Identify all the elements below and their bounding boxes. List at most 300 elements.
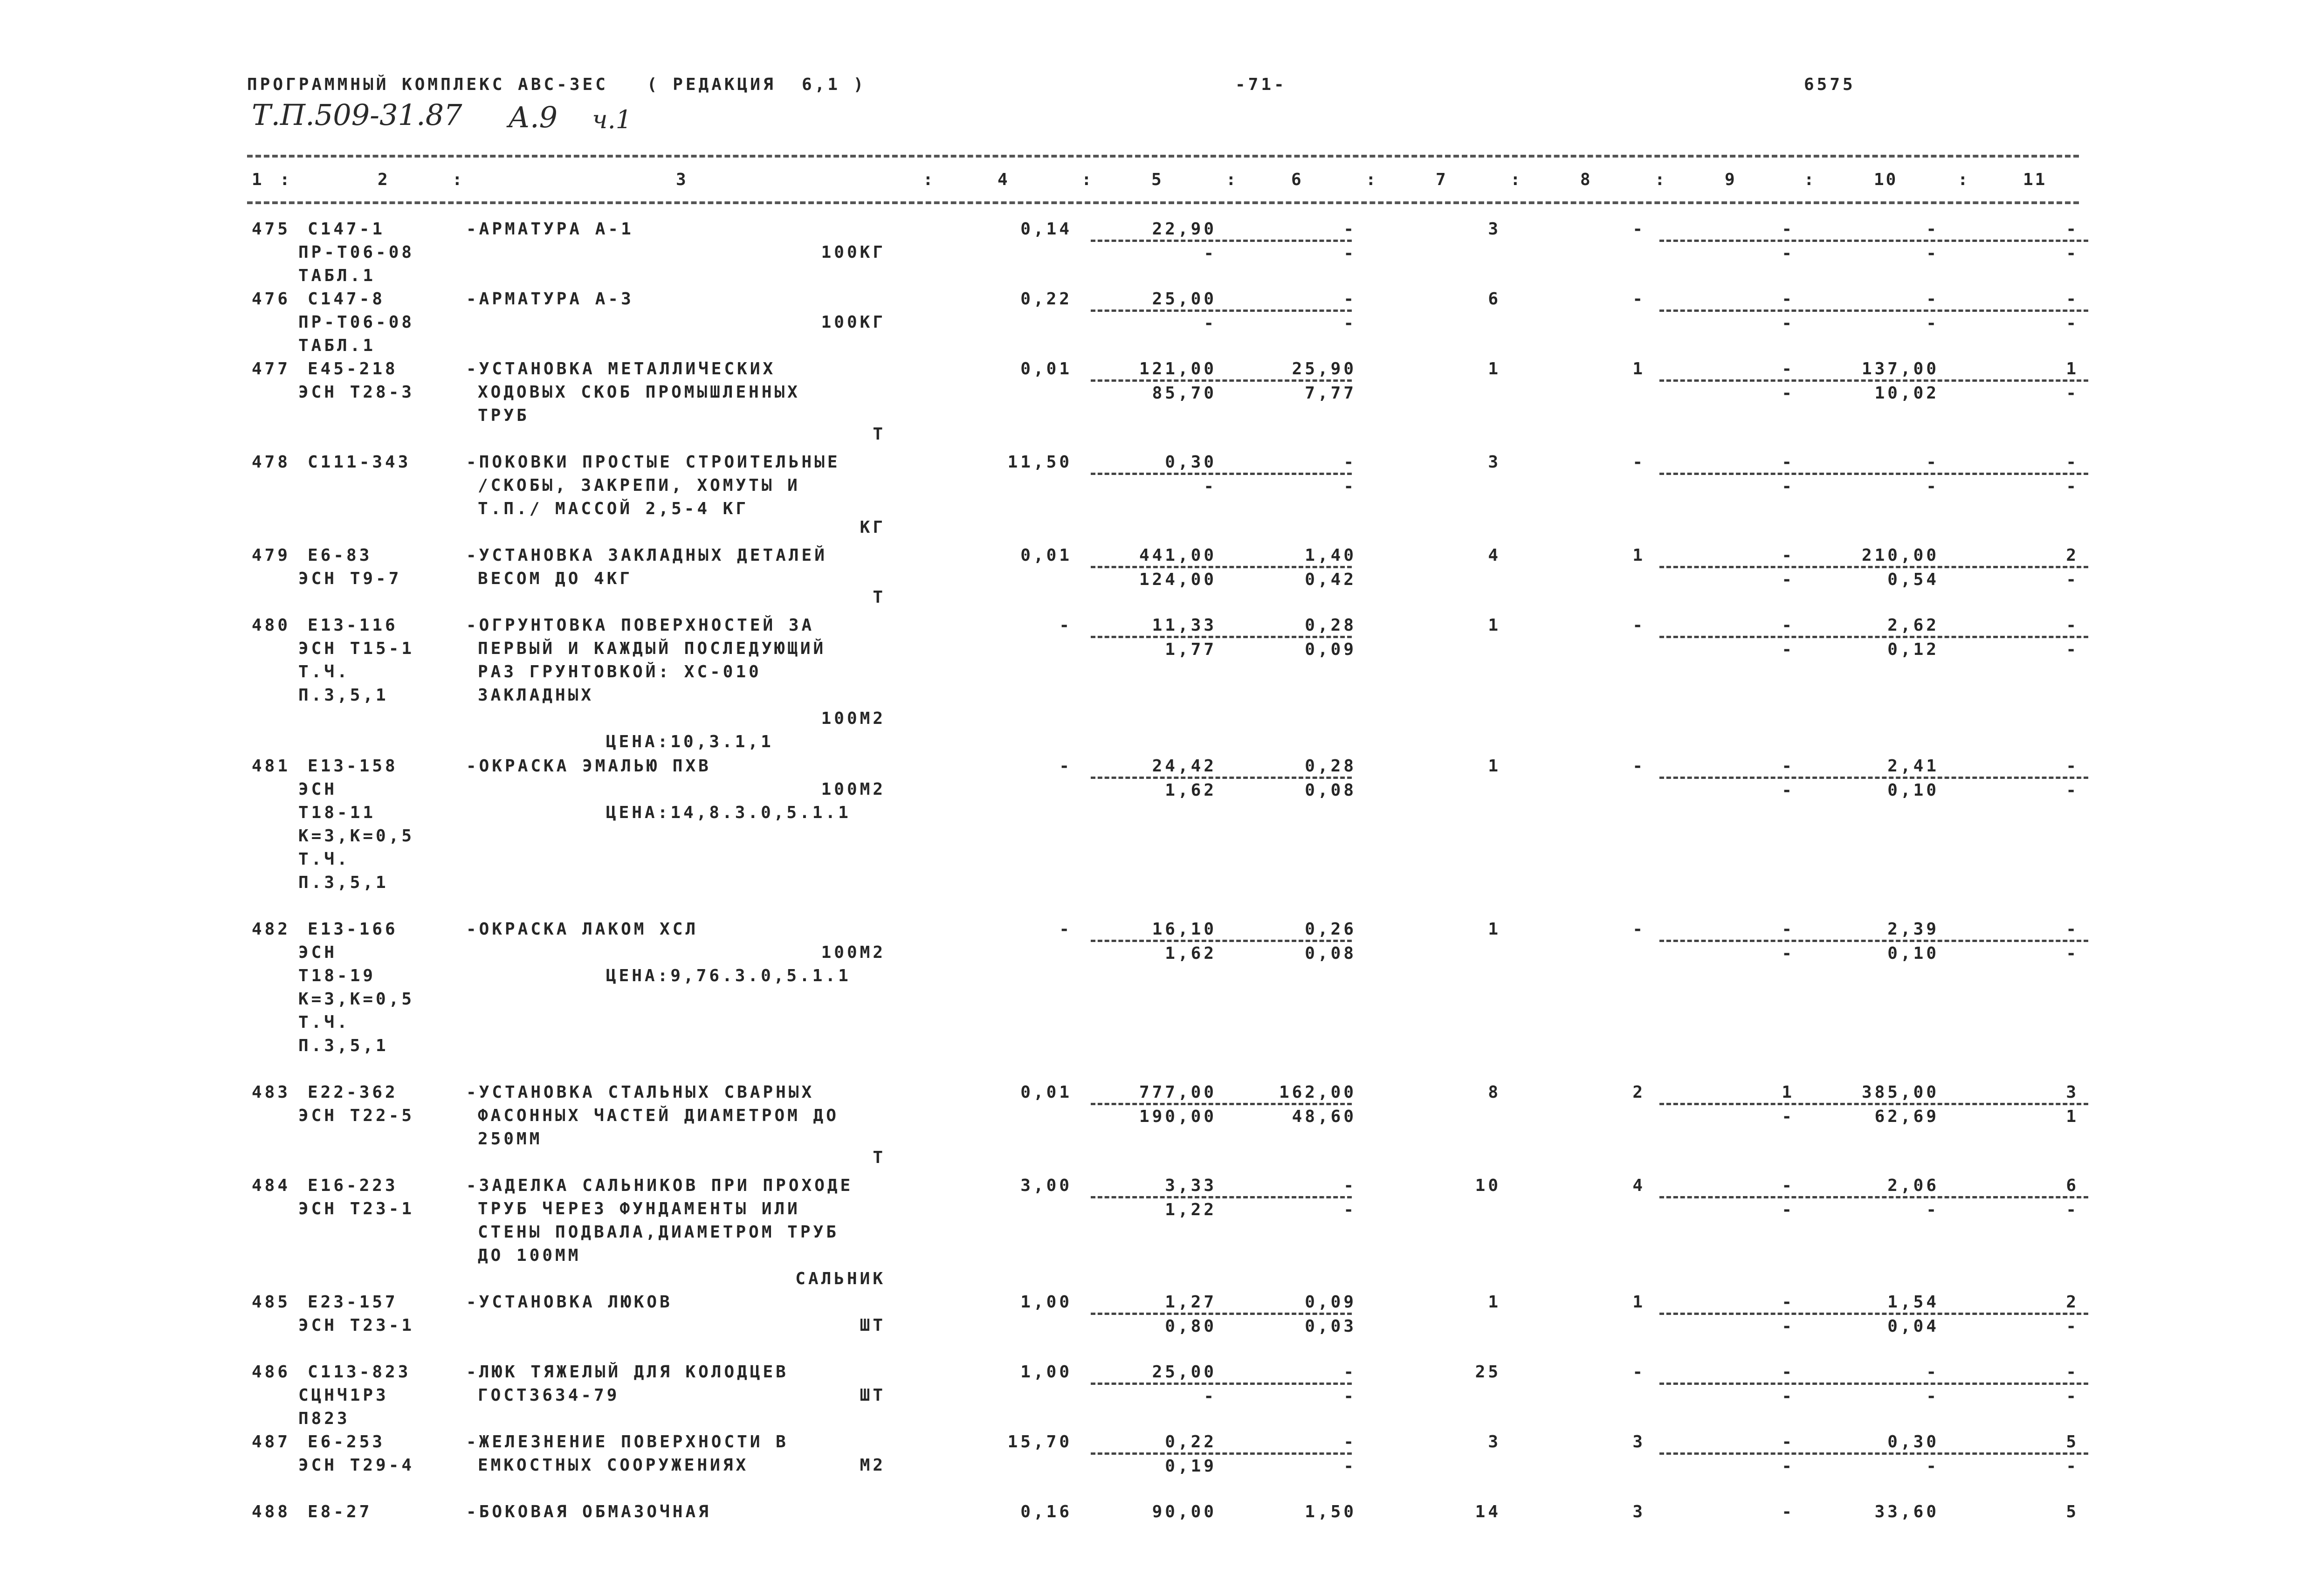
column-number-2: 2: [378, 170, 390, 189]
program-title: ПРОГРАММНЫЙ КОМПЛЕКС АВС-3ЕС ( РЕДАКЦИЯ 6,1 ): [247, 75, 867, 94]
subtotal-dash-line: [1659, 1196, 2088, 1198]
work-description-line: -АРМАТУРА А-3: [466, 289, 634, 309]
labor-value: 2,62: [1887, 616, 1939, 635]
norm-code-line: Т18-11: [298, 803, 376, 822]
work-description-line: -ЛЮК ТЯЖЕЛЫЙ ДЛЯ КОЛОДЦЕВ: [466, 1362, 789, 1382]
column-number-8: 8: [1580, 170, 1592, 189]
work-description-line: -ЖЕЛЕЗНЕНИЕ ПОВЕРХНОСТИ В: [466, 1432, 789, 1452]
labor-value: 0,30: [1887, 1432, 1939, 1452]
cost-unit-value: 1,27: [1165, 1293, 1217, 1312]
subtotal-dash-line: [1091, 1383, 1352, 1385]
wage-value: 0,80: [1165, 1317, 1217, 1336]
col9-value: -: [1782, 920, 1795, 939]
header-bottom-rule: [247, 201, 2079, 204]
column-number-5: 5: [1151, 170, 1163, 189]
total-cost-value: 1: [1488, 359, 1501, 378]
wage-value: 1,62: [1165, 781, 1217, 800]
subtotal-dash-line: [1659, 240, 2088, 242]
labor-value: -: [1926, 220, 1939, 239]
machine-wage-value: 7,77: [1305, 384, 1356, 403]
quantity-value: 0,22: [1020, 289, 1072, 309]
norm-code-line: Е6-83: [308, 546, 372, 565]
row-number: 479: [252, 546, 291, 565]
work-description-line: ЗАКЛАДНЫХ: [478, 686, 594, 705]
machine-cost-value: 162,00: [1279, 1083, 1356, 1102]
machine-total-value: 1: [1632, 546, 1645, 565]
column-number-10: 10: [1874, 170, 1898, 189]
col11-value: 1: [2066, 359, 2079, 378]
unit-of-measure: 100М2: [821, 780, 886, 799]
machine-wage-value: 0,08: [1305, 944, 1356, 963]
col9-sub-value: -: [1782, 244, 1795, 263]
quantity-value: 1,00: [1020, 1293, 1072, 1312]
column-separator: :: [923, 170, 935, 189]
cost-unit-value: 0,30: [1165, 453, 1217, 472]
machine-cost-value: 0,09: [1305, 1293, 1356, 1312]
quantity-value: 15,70: [1007, 1432, 1072, 1452]
norm-code-line: СЦНЧ1Р3: [298, 1386, 389, 1405]
quantity-value: -: [1059, 920, 1072, 939]
quantity-value: 0,16: [1020, 1502, 1072, 1521]
col11-value: 5: [2066, 1502, 2079, 1521]
norm-code-line: С113-823: [308, 1362, 411, 1382]
machine-wage-value: -: [1343, 477, 1356, 496]
cost-unit-value: 25,00: [1152, 289, 1217, 309]
machine-total-value: -: [1632, 920, 1645, 939]
total-cost-value: 14: [1475, 1502, 1501, 1521]
norm-code-line: П823: [298, 1409, 350, 1428]
unit-of-measure: Т: [873, 1148, 886, 1167]
subtotal-dash-line: [1659, 636, 2088, 638]
subtotal-dash-line: [1091, 1196, 1352, 1198]
labor-value: 1,54: [1887, 1293, 1939, 1312]
work-description-line: -ОКРАСКА ЛАКОМ ХСЛ: [466, 920, 699, 939]
row-number: 488: [252, 1502, 291, 1521]
labor-value: -: [1926, 1362, 1939, 1382]
machine-total-value: 2: [1632, 1083, 1645, 1102]
machine-total-value: -: [1632, 616, 1645, 635]
wage-value: 1,62: [1165, 944, 1217, 963]
norm-code-line: С147-8: [308, 289, 385, 309]
wage-value: 1,77: [1165, 640, 1217, 659]
col11-sub-value: -: [2066, 477, 2079, 496]
norm-code-line: К=3,К=0,5: [298, 826, 415, 846]
machine-cost-value: -: [1343, 220, 1356, 239]
col11-value: -: [2066, 920, 2079, 939]
price-note: ЦЕНА:10,3.1,1: [606, 732, 774, 751]
subtotal-dash-line: [1659, 777, 2088, 779]
machine-cost-value: 0,26: [1305, 920, 1356, 939]
subtotal-dash-line: [1659, 379, 2088, 382]
work-description-line: -ОГРУНТОВКА ПОВЕРХНОСТЕЙ ЗА: [466, 616, 815, 635]
total-cost-value: 3: [1488, 453, 1501, 472]
col9-value: -: [1782, 220, 1795, 239]
unit-of-measure: ШТ: [860, 1386, 886, 1405]
col9-sub-value: -: [1782, 1200, 1795, 1219]
subtotal-dash-line: [1091, 566, 1352, 568]
machine-wage-value: 0,09: [1305, 640, 1356, 659]
cost-unit-value: 121,00: [1139, 359, 1217, 378]
col9-sub-value: -: [1782, 640, 1795, 659]
col11-sub-value: -: [2066, 1457, 2079, 1476]
column-number-7: 7: [1436, 170, 1448, 189]
norm-code-line: Е13-116: [308, 616, 398, 635]
machine-cost-value: -: [1343, 1432, 1356, 1452]
labor-value: -: [1926, 453, 1939, 472]
labor-sub-value: -: [1926, 314, 1939, 333]
machine-total-value: -: [1632, 453, 1645, 472]
wage-value: -: [1204, 1387, 1217, 1406]
col11-value: -: [2066, 289, 2079, 309]
norm-code-line: С111-343: [308, 453, 411, 472]
subtotal-dash-line: [1091, 473, 1352, 475]
labor-value: 2,06: [1887, 1176, 1939, 1195]
col11-sub-value: -: [2066, 1387, 2079, 1406]
norm-code-line: ПР-Т06-08: [298, 243, 415, 262]
col9-value: -: [1782, 1502, 1795, 1521]
price-note: ЦЕНА:9,76.3.0,5.1.1: [606, 966, 851, 985]
col11-sub-value: -: [2066, 1200, 2079, 1219]
total-cost-value: 1: [1488, 616, 1501, 635]
cost-unit-value: 0,22: [1165, 1432, 1217, 1452]
wage-value: 124,00: [1139, 570, 1217, 589]
cost-unit-value: 90,00: [1152, 1502, 1217, 1521]
cost-unit-value: 3,33: [1165, 1176, 1217, 1195]
col11-value: 2: [2066, 1293, 2079, 1312]
quantity-value: 0,01: [1020, 1083, 1072, 1102]
row-number: 482: [252, 920, 291, 939]
subtotal-dash-line: [1091, 777, 1352, 779]
col9-value: -: [1782, 546, 1795, 565]
work-description-line: -АРМАТУРА А-1: [466, 220, 634, 239]
total-cost-value: 8: [1488, 1083, 1501, 1102]
machine-cost-value: -: [1343, 1176, 1356, 1195]
col9-sub-value: -: [1782, 1317, 1795, 1336]
norm-code-line: Т.Ч.: [298, 850, 350, 869]
row-number: 477: [252, 359, 291, 378]
machine-wage-value: 0,03: [1305, 1317, 1356, 1336]
labor-sub-value: -: [1926, 1387, 1939, 1406]
norm-code-line: П.3,5,1: [298, 1036, 389, 1055]
col11-sub-value: -: [2066, 781, 2079, 800]
subtotal-dash-line: [1091, 379, 1352, 382]
col11-sub-value: -: [2066, 1317, 2079, 1336]
labor-sub-value: 0,54: [1887, 570, 1939, 589]
unit-of-measure: КГ: [860, 518, 886, 537]
subtotal-dash-line: [1659, 1103, 2088, 1105]
total-cost-value: 10: [1475, 1176, 1501, 1195]
subtotal-dash-line: [1659, 1383, 2088, 1385]
cost-unit-value: 16,10: [1152, 920, 1217, 939]
subtotal-dash-line: [1659, 473, 2088, 475]
machine-wage-value: -: [1343, 1200, 1356, 1219]
work-description-line: -УСТАНОВКА МЕТАЛЛИЧЕСКИХ: [466, 359, 776, 378]
quantity-value: 0,14: [1020, 220, 1072, 239]
work-description-line: -ЗАДЕЛКА САЛЬНИКОВ ПРИ ПРОХОДЕ: [466, 1176, 853, 1195]
col9-sub-value: -: [1782, 314, 1795, 333]
work-description-line: ВЕСОМ ДО 4КГ: [478, 569, 633, 588]
subtotal-dash-line: [1091, 240, 1352, 242]
subtotal-dash-line: [1091, 1452, 1352, 1455]
col11-sub-value: 1: [2066, 1107, 2079, 1126]
col9-sub-value: -: [1782, 570, 1795, 589]
work-description-line: -ПОКОВКИ ПРОСТЫЕ СТРОИТЕЛЬНЫЕ: [466, 453, 840, 472]
labor-value: 2,41: [1887, 757, 1939, 776]
column-separator: :: [1655, 170, 1667, 189]
work-description-line: ПЕРВЫЙ И КАЖДЫЙ ПОСЛЕДУЮЩИЙ: [478, 639, 826, 658]
quantity-value: -: [1059, 616, 1072, 635]
machine-total-value: 4: [1632, 1176, 1645, 1195]
norm-code-line: П.3,5,1: [298, 686, 389, 705]
column-number-1: 1: [252, 170, 264, 189]
machine-cost-value: 1,50: [1305, 1502, 1356, 1521]
column-separator: :: [1226, 170, 1238, 189]
col9-sub-value: -: [1782, 384, 1795, 403]
machine-wage-value: -: [1343, 1387, 1356, 1406]
machine-cost-value: -: [1343, 1362, 1356, 1382]
labor-sub-value: 0,04: [1887, 1317, 1939, 1336]
col11-value: -: [2066, 1362, 2079, 1382]
norm-code-line: Е23-157: [308, 1293, 398, 1312]
col9-value: -: [1782, 1432, 1795, 1452]
work-description-line: ТРУБ: [478, 406, 530, 425]
total-cost-value: 4: [1488, 546, 1501, 565]
work-description-line: Т.П./ МАССОЙ 2,5-4 КГ: [478, 499, 749, 518]
col11-sub-value: -: [2066, 314, 2079, 333]
norm-code-line: Е22-362: [308, 1083, 398, 1102]
labor-value: 385,00: [1861, 1083, 1939, 1102]
machine-wage-value: -: [1343, 244, 1356, 263]
total-cost-value: 6: [1488, 289, 1501, 309]
wage-value: 1,22: [1165, 1200, 1217, 1219]
work-description-line: ДО 100ММ: [478, 1246, 581, 1265]
machine-total-value: 3: [1632, 1502, 1645, 1521]
work-description-line: ТРУБ ЧЕРЕЗ ФУНДАМЕНТЫ ИЛИ: [478, 1199, 800, 1218]
labor-value: 33,60: [1874, 1502, 1939, 1521]
labor-value: -: [1926, 289, 1939, 309]
column-number-4: 4: [998, 170, 1010, 189]
norm-code-line: Е45-218: [308, 359, 398, 378]
labor-sub-value: 0,10: [1887, 781, 1939, 800]
quantity-value: 3,00: [1020, 1176, 1072, 1195]
subtotal-dash-line: [1091, 940, 1352, 942]
quantity-value: 0,01: [1020, 546, 1072, 565]
subtotal-dash-line: [1091, 636, 1352, 638]
column-separator: :: [1081, 170, 1094, 189]
machine-wage-value: 0,08: [1305, 781, 1356, 800]
machine-wage-value: -: [1343, 1457, 1356, 1476]
work-description-line: ЕМКОСТНЫХ СООРУЖЕНИЯХ: [478, 1456, 749, 1475]
col11-value: 6: [2066, 1176, 2079, 1195]
norm-code-line: ЭСН Т23-1: [298, 1316, 415, 1335]
col11-value: 3: [2066, 1083, 2079, 1102]
norm-code-line: Е13-166: [308, 920, 398, 939]
norm-code-line: Т18-19: [298, 966, 376, 985]
norm-code-line: ЭСН Т29-4: [298, 1456, 415, 1475]
col11-sub-value: -: [2066, 570, 2079, 589]
subtotal-dash-line: [1659, 566, 2088, 568]
subtotal-dash-line: [1659, 1452, 2088, 1455]
work-description-line: -УСТАНОВКА СТАЛЬНЫХ СВАРНЫХ: [466, 1083, 815, 1102]
subtotal-dash-line: [1659, 1313, 2088, 1315]
machine-cost-value: 0,28: [1305, 616, 1356, 635]
unit-of-measure: Т: [873, 425, 886, 444]
col9-sub-value: -: [1782, 1457, 1795, 1476]
work-description-line: /СКОБЫ, ЗАКРЕПИ, ХОМУТЫ И: [478, 476, 800, 495]
total-cost-value: 1: [1488, 920, 1501, 939]
handwritten-part: ч.1: [592, 105, 632, 134]
col9-sub-value: -: [1782, 781, 1795, 800]
labor-sub-value: -: [1926, 1200, 1939, 1219]
unit-of-measure: М2: [860, 1456, 886, 1475]
row-number: 485: [252, 1293, 291, 1312]
norm-code-line: ТАБЛ.1: [298, 266, 376, 285]
labor-sub-value: -: [1926, 477, 1939, 496]
col11-sub-value: -: [2066, 244, 2079, 263]
norm-code-line: ТАБЛ.1: [298, 336, 376, 355]
unit-of-measure: Т: [873, 588, 886, 607]
machine-wage-value: -: [1343, 314, 1356, 333]
unit-of-measure: ШТ: [860, 1316, 886, 1335]
norm-code-line: ЭСН: [298, 780, 337, 799]
column-separator: :: [452, 170, 464, 189]
column-separator: :: [1510, 170, 1522, 189]
total-cost-value: 3: [1488, 1432, 1501, 1452]
quantity-value: -: [1059, 757, 1072, 776]
col11-sub-value: -: [2066, 944, 2079, 963]
document-code: 6575: [1804, 75, 1856, 94]
col9-value: -: [1782, 1362, 1795, 1382]
unit-of-measure: 100М2: [821, 943, 886, 962]
row-number: 481: [252, 757, 291, 776]
quantity-value: 0,01: [1020, 359, 1072, 378]
work-description-line: ГОСТ3634-79: [478, 1386, 620, 1405]
column-separator: :: [1958, 170, 1970, 189]
norm-code-line: Е6-253: [308, 1432, 385, 1452]
total-cost-value: 3: [1488, 220, 1501, 239]
machine-total-value: -: [1632, 757, 1645, 776]
row-number: 475: [252, 220, 291, 239]
norm-code-line: ЭСН: [298, 943, 337, 962]
work-description-line: 250ММ: [478, 1129, 543, 1149]
row-number: 476: [252, 289, 291, 309]
subtotal-dash-line: [1091, 310, 1352, 312]
norm-code-line: ЭСН Т22-5: [298, 1106, 415, 1125]
row-number: 484: [252, 1176, 291, 1195]
col9-value: -: [1782, 289, 1795, 309]
column-number-11: 11: [2023, 170, 2047, 189]
col11-sub-value: -: [2066, 640, 2079, 659]
norm-code-line: ПР-Т06-08: [298, 313, 415, 332]
labor-value: 2,39: [1887, 920, 1939, 939]
work-description-line: -ОКРАСКА ЭМАЛЬЮ ПХВ: [466, 757, 711, 776]
cost-unit-value: 24,42: [1152, 757, 1217, 776]
wage-value: 190,00: [1139, 1107, 1217, 1126]
wage-value: -: [1204, 477, 1217, 496]
machine-total-value: 3: [1632, 1432, 1645, 1452]
work-description-line: РАЗ ГРУНТОВКОЙ: ХС-010: [478, 662, 762, 681]
cost-unit-value: 25,00: [1152, 1362, 1217, 1382]
col11-value: -: [2066, 453, 2079, 472]
unit-of-measure: 100КГ: [821, 243, 886, 262]
machine-cost-value: 1,40: [1305, 546, 1356, 565]
machine-cost-value: 25,90: [1292, 359, 1356, 378]
wage-value: 85,70: [1152, 384, 1217, 403]
unit-of-measure: САЛЬНИК: [795, 1269, 886, 1288]
norm-code-line: ЭСН Т28-3: [298, 383, 415, 402]
work-description-line: -УСТАНОВКА ЗАКЛАДНЫХ ДЕТАЛЕЙ: [466, 546, 827, 565]
row-number: 480: [252, 616, 291, 635]
norm-code-line: ЭСН Т9-7: [298, 569, 402, 588]
handwritten-project-code: Т.П.509-31.87: [252, 98, 462, 132]
unit-of-measure: 100КГ: [821, 313, 886, 332]
labor-value: 210,00: [1861, 546, 1939, 565]
col9-value: -: [1782, 616, 1795, 635]
subtotal-dash-line: [1659, 940, 2088, 942]
machine-cost-value: -: [1343, 289, 1356, 309]
row-number: 486: [252, 1362, 291, 1382]
col9-value: 1: [1782, 1083, 1795, 1102]
col9-sub-value: -: [1782, 944, 1795, 963]
col11-value: -: [2066, 220, 2079, 239]
machine-total-value: -: [1632, 1362, 1645, 1382]
column-number-6: 6: [1291, 170, 1303, 189]
row-number: 487: [252, 1432, 291, 1452]
norm-code-line: ЭСН Т15-1: [298, 639, 415, 658]
page-number: -71-: [1235, 75, 1287, 94]
column-number-9: 9: [1725, 170, 1737, 189]
norm-code-line: К=3,К=0,5: [298, 990, 415, 1009]
norm-code-line: Т.Ч.: [298, 662, 350, 681]
norm-code-line: С147-1: [308, 220, 385, 239]
labor-value: 137,00: [1861, 359, 1939, 378]
wage-value: -: [1204, 314, 1217, 333]
col9-sub-value: -: [1782, 1107, 1795, 1126]
total-cost-value: 1: [1488, 757, 1501, 776]
col9-value: -: [1782, 1293, 1795, 1312]
labor-sub-value: 62,69: [1874, 1107, 1939, 1126]
machine-total-value: -: [1632, 289, 1645, 309]
norm-code-line: Т.Ч.: [298, 1013, 350, 1032]
work-description-line: ФАСОННЫХ ЧАСТЕЙ ДИАМЕТРОМ ДО: [478, 1106, 839, 1125]
row-number: 478: [252, 453, 291, 472]
col11-sub-value: -: [2066, 384, 2079, 403]
column-number-3: 3: [676, 170, 688, 189]
machine-cost-value: 0,28: [1305, 757, 1356, 776]
labor-sub-value: -: [1926, 1457, 1939, 1476]
labor-sub-value: -: [1926, 244, 1939, 263]
norm-code-line: Е13-158: [308, 757, 398, 776]
machine-cost-value: -: [1343, 453, 1356, 472]
cost-unit-value: 22,90: [1152, 220, 1217, 239]
work-description-line: -УСТАНОВКА ЛЮКОВ: [466, 1293, 673, 1312]
machine-total-value: -: [1632, 220, 1645, 239]
wage-value: -: [1204, 244, 1217, 263]
work-description-line: -БОКОВАЯ ОБМАЗОЧНАЯ: [466, 1502, 711, 1521]
cost-unit-value: 11,33: [1152, 616, 1217, 635]
price-note: ЦЕНА:14,8.3.0,5.1.1: [606, 803, 851, 822]
quantity-value: 1,00: [1020, 1362, 1072, 1382]
col9-value: -: [1782, 453, 1795, 472]
norm-code-line: Е8-27: [308, 1502, 372, 1521]
total-cost-value: 25: [1475, 1362, 1501, 1382]
col11-value: 5: [2066, 1432, 2079, 1452]
col11-value: -: [2066, 757, 2079, 776]
cost-unit-value: 777,00: [1139, 1083, 1217, 1102]
subtotal-dash-line: [1659, 310, 2088, 312]
col9-sub-value: -: [1782, 1387, 1795, 1406]
total-cost-value: 1: [1488, 1293, 1501, 1312]
